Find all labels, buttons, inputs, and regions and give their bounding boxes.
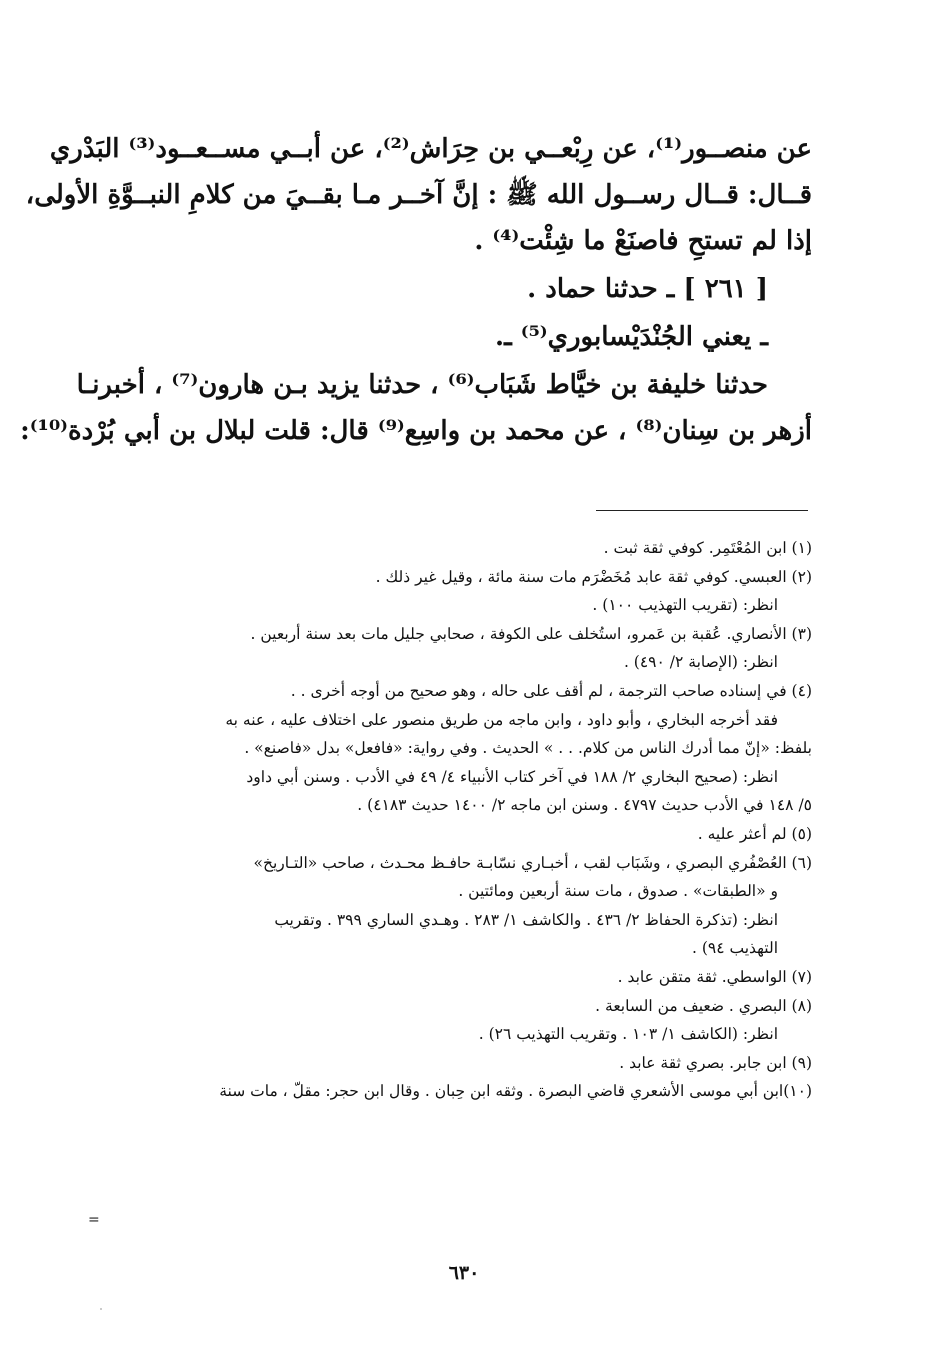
main-text [20,126,812,454]
main-line: حدثنا خليفة بن خيَّاط شَبَاب⁽⁶⁾ ، حدثنا يزيد بـن هارون⁽⁷⁾ ، أخبرنـا [76,370,768,400]
footnote-line: (٦) العُصْفُري البصري ، وشَبَاب لقب ، أخبـاري نسّابـة حافـظ محـدث ، صاحب «التـاريخ» [253,853,812,872]
footnote-line: (٢) العبسي. كوفي ثقة عابد مُخَضْرَم مات سنة مائة ، وقيل غير ذلك . [375,567,812,586]
footnote-line: (١٠)ابن أبي موسى الأشعري قاضي البصرة . وثقه ابن حِبان . وقال ابن حجر: مقلّ ، مات سنة [219,1082,812,1101]
footnote-line: (٩) ابن جابر. بصري ثقة عابد . [619,1053,812,1072]
footnote-line: (٣) الأنصاري. عُقبة بن عَمرو، استُخلف على الكوفة ، صحابي جليل مات بعد سنة أربعين . [250,624,812,643]
main-line: عن منصــور⁽¹⁾، عن رِبْعــي بن حِرَاش⁽²⁾، عن أبــي مســعــود⁽³⁾ البَدْري [49,134,812,164]
main-line: إذا لم تستحِ فاصنَعْ ما شِئْت⁽⁴⁾ . [474,226,812,256]
footnote-line: (٨) البصري . ضعيف من السابعة . [595,996,812,1015]
footnote-line: انظر: (صحيح البخاري ٢/ ١٨٨ في آخر كتاب الأنبياء ٤/ ٤٩ في الأدب . وسنن أبي داود [246,767,778,786]
hadith-number-heading: [ ٢٦١ ] ـ حدثنا حماد . [527,274,768,304]
footnote-line: انظر: (الكاشف ١/ ١٠٣ . وتقريب التهذيب ٢٦) . [478,1025,778,1044]
main-line: قــال: قــال رســول الله ﷺ : إنَّ آخــر مـا بقــيَ من كلامِ النبــوَّةِ الأولى، [25,180,812,210]
footnote-line: (١) ابن المُعْتَمِر. كوفي ثقة ثبت . [603,539,812,557]
footnote-line: (٤) في إسناده صاحب الترجمة ، لم أقف على حاله ، وهو صحيح من أوجه أخرى . . [290,681,812,700]
footnote-line: (٥) لم أعثر عليه . [697,824,812,843]
footnote-divider [596,510,808,511]
footnote-line: ٥/ ١٤٨ في الأدب حديث ٤٧٩٧ . وسنن ابن ماجه ٢/ ١٤٠٠ حديث ٤١٨٣) . [357,796,812,815]
footnotes [108,534,812,1106]
scan-speck [100,1308,102,1310]
footnote-line: فقد أخرجه البخاري ، وأبو داود ، وابن ماجه من طريق منصور على اختلاف عليه ، عنه به [225,710,778,729]
footnote-line: انظر: (الإصابة ٢/ ٤٩٠) . [623,653,778,672]
footnote-line: بلفظ: «إنّ مما أدرك الناس من كلام. . . » الحديث . وفي رواية: «فافعل» بدل «فاصنع» . [244,739,812,758]
footnote-line: انظر: (تذكرة الحفاظ ٢/ ٤٣٦ . والكاشف ١/ ٢٨٣ . وهـدي الساري ٣٩٩ . وتقريب [274,910,778,929]
footnote-line: التهذيب ٩٤) . [691,939,778,958]
footnote-line: و «الطبقات» . صدوق ، مات سنة أربعين ومائتين . [458,882,778,901]
footnote-continuation-mark: = [88,1212,100,1228]
footnote-line: انظر: (تقريب التهذيب ١٠٠) . [592,596,778,615]
page-number: ٦٣٠ [448,1262,480,1284]
footnote-line: (٧) الواسطي. ثقة متقن عابد . [617,967,812,986]
main-line: ـ يعني الجُنْدَيْسابوري⁽⁵⁾ ـ. [495,322,768,352]
main-line: أزهر بن سِنان⁽⁸⁾ ، عن محمد بن واسِع⁽⁹⁾ قال: قلت لبلال بن أبي بُرْدة⁽¹⁰⁾: [20,416,812,446]
